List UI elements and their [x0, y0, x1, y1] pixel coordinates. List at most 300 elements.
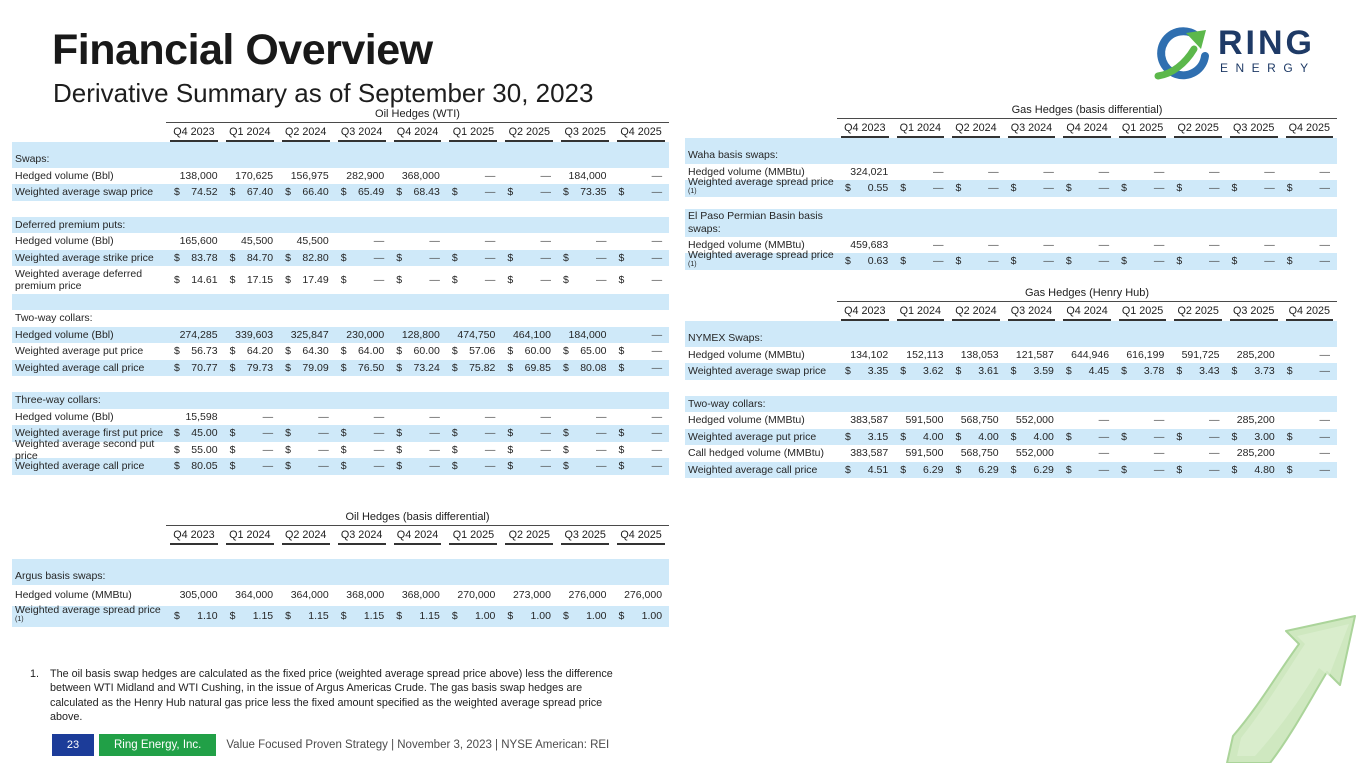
cell-value: — [1153, 238, 1165, 251]
value-cell [502, 329, 558, 341]
value-cell [1282, 255, 1337, 267]
dollar-sign: $ [229, 443, 236, 456]
dollar-sign: $ [618, 251, 625, 264]
column-header [222, 123, 278, 142]
dollar-sign: $ [229, 610, 236, 623]
value-cell [895, 166, 950, 178]
cell-value: — [1264, 182, 1275, 195]
value-cell [614, 460, 670, 472]
cell-value: — [932, 238, 944, 251]
value-cell [1282, 166, 1337, 178]
dollar-sign: $ [396, 427, 403, 440]
dollar-sign: $ [396, 610, 403, 623]
cell-value: — [484, 186, 496, 199]
dollar-sign: $ [451, 274, 458, 287]
row-label [685, 447, 840, 459]
dollar-sign: $ [507, 345, 514, 358]
dollar-sign: $ [562, 427, 569, 440]
cell-value: — [1153, 255, 1165, 268]
cell-value: 644,946 [1071, 348, 1110, 361]
dollar-sign: $ [955, 463, 962, 476]
table-title: Oil Hedges (WTI) [166, 108, 669, 123]
column-header-label: Q2 2024 [952, 305, 1000, 321]
value-cell [840, 182, 895, 194]
dollar-sign: $ [955, 365, 962, 378]
value-cell [1061, 365, 1116, 377]
value-cell [391, 427, 447, 439]
value-cell [558, 345, 614, 357]
cell-value: 1.00 [474, 610, 496, 623]
value-cell [950, 431, 1005, 443]
dollar-sign: $ [900, 430, 907, 443]
cell-value: — [1153, 165, 1165, 178]
value-cell [169, 252, 225, 264]
value-cell [1006, 349, 1061, 361]
value-cell [614, 362, 670, 374]
column-header-label: Q2 2024 [282, 126, 330, 142]
cell-value: 276,000 [624, 589, 663, 602]
row-label-text: Two-way collars: [688, 397, 766, 410]
row-label [12, 394, 169, 406]
cell-value: 3.00 [1254, 430, 1275, 443]
value-cell [1171, 255, 1226, 267]
value-cell [1116, 447, 1171, 459]
column-header [1170, 119, 1226, 138]
value-cell [895, 182, 950, 194]
value-cell [225, 186, 281, 198]
column-header [948, 302, 1004, 321]
value-cell [447, 170, 503, 182]
cell-value: — [651, 274, 663, 287]
cell-value: 17.15 [246, 274, 274, 287]
row-label [12, 329, 169, 341]
column-header-label: Q4 2024 [1063, 305, 1111, 321]
row-label-text: Weighted average deferred premium price [15, 267, 143, 293]
dollar-sign: $ [396, 251, 403, 264]
dollar-sign: $ [340, 274, 347, 287]
value-cell [1171, 414, 1226, 426]
dollar-sign: $ [507, 361, 514, 374]
column-header-label: Q2 2025 [505, 126, 553, 142]
dollar-sign: $ [285, 186, 291, 199]
cell-value: — [318, 427, 329, 440]
dollar-sign: $ [285, 427, 291, 440]
cell-value: 67.40 [246, 186, 274, 199]
cell-value: — [1319, 348, 1330, 361]
data-row [12, 343, 669, 360]
cell-value: — [429, 460, 440, 473]
column-header [893, 119, 949, 138]
cell-value: 57.06 [469, 345, 496, 358]
dollar-sign: $ [1010, 463, 1017, 476]
column-header-label: Q1 2025 [449, 529, 497, 545]
dollar-sign: $ [174, 345, 180, 358]
cell-value: — [651, 186, 663, 199]
data-row [12, 250, 669, 267]
value-cell [502, 345, 558, 357]
value-cell [1006, 182, 1061, 194]
value-cell [558, 460, 614, 472]
cell-value: — [540, 186, 551, 199]
section-row [685, 209, 1337, 237]
dollar-sign: $ [618, 427, 625, 440]
row-label [12, 153, 169, 165]
value-cell [614, 411, 670, 423]
cell-value: — [1043, 238, 1054, 251]
dollar-sign: $ [1121, 182, 1127, 195]
table-oil-wti [12, 108, 669, 475]
cell-value: — [1209, 255, 1220, 268]
cell-value: — [1319, 255, 1330, 268]
dollar-sign: $ [229, 251, 236, 264]
dollar-sign: $ [451, 427, 458, 440]
cell-value: 76.50 [357, 361, 385, 374]
value-cell [1282, 447, 1337, 459]
cell-value: — [651, 410, 663, 423]
cell-value: — [484, 251, 496, 264]
value-cell [1282, 365, 1337, 377]
cell-value: 45,500 [296, 235, 329, 248]
dollar-sign: $ [618, 274, 625, 287]
dollar-sign: $ [451, 361, 458, 374]
column-headers [837, 302, 1337, 321]
value-cell [1171, 431, 1226, 443]
value-cell [1282, 239, 1337, 251]
dollar-sign: $ [507, 274, 514, 287]
dollar-sign: $ [396, 443, 403, 456]
cell-value: — [429, 235, 440, 248]
row-label-text: Hedged volume (MMBtu) [688, 165, 805, 178]
cell-value: 3.15 [867, 430, 889, 443]
value-cell [558, 427, 614, 439]
value-cell [225, 411, 281, 423]
row-label [685, 349, 840, 361]
cell-value: 138,053 [960, 348, 999, 361]
cell-value: — [932, 182, 944, 195]
value-cell [1227, 166, 1282, 178]
value-cell [169, 329, 225, 341]
value-cell [502, 411, 558, 423]
section-row [12, 151, 669, 168]
row-label [685, 249, 840, 274]
dollar-sign: $ [285, 345, 291, 358]
dollar-sign: $ [507, 443, 514, 456]
cell-value: 68.43 [413, 186, 440, 199]
value-cell [1006, 431, 1061, 443]
cell-value: — [540, 169, 551, 182]
value-cell [1061, 464, 1116, 476]
row-label-text: Weighted average second put price [15, 437, 155, 462]
dollar-sign: $ [1010, 182, 1017, 195]
column-header [893, 302, 949, 321]
value-cell [336, 235, 392, 247]
value-cell [280, 589, 336, 601]
cell-value: — [540, 460, 551, 473]
value-cell [336, 345, 392, 357]
cell-value: — [651, 427, 663, 440]
cell-value: — [651, 345, 663, 358]
dollar-sign: $ [900, 463, 907, 476]
section-row [12, 217, 669, 234]
spacer-row [12, 201, 669, 217]
value-cell [1227, 447, 1282, 459]
dollar-sign: $ [451, 460, 458, 473]
row-label [685, 210, 840, 234]
row-label-text: Weighted average call price [15, 361, 145, 374]
footnote [30, 667, 630, 724]
dollar-sign: $ [396, 460, 403, 473]
value-cell [391, 170, 447, 182]
page-subtitle: Derivative Summary as of September 30, 2023 [53, 78, 594, 108]
cell-value: — [262, 443, 274, 456]
value-cell [447, 186, 503, 198]
cell-value: 339,603 [235, 328, 274, 341]
value-cell [950, 447, 1005, 459]
ring-logo-swoosh-icon [1152, 26, 1214, 89]
value-cell [1171, 239, 1226, 251]
logo-sub-name: ENERGY [1220, 61, 1316, 75]
value-cell [1116, 182, 1171, 194]
dollar-sign: $ [1065, 365, 1072, 378]
table-gas-henry-hub [685, 287, 1337, 478]
cell-value: — [318, 443, 329, 456]
column-header [948, 119, 1004, 138]
cell-value: 464,100 [512, 328, 551, 341]
cell-value: 82.80 [302, 251, 329, 264]
dollar-sign: $ [562, 610, 569, 623]
value-cell [280, 170, 336, 182]
cell-value: 0.63 [867, 255, 889, 268]
column-header [166, 526, 222, 545]
value-cell [1227, 239, 1282, 251]
cell-value: 152,113 [906, 348, 944, 361]
column-header-label: Q3 2024 [1008, 305, 1056, 321]
cell-value: — [596, 251, 607, 264]
value-cell [1171, 447, 1226, 459]
value-cell [336, 610, 392, 622]
cell-value: 66.40 [302, 186, 329, 199]
dollar-sign: $ [340, 345, 347, 358]
column-header [557, 526, 613, 545]
cell-value: — [596, 274, 607, 287]
cell-value: 274,285 [179, 328, 218, 341]
spacer-row [12, 559, 669, 568]
value-cell [950, 166, 1005, 178]
cell-value: 4.00 [978, 430, 999, 443]
cell-value: 165,600 [179, 235, 218, 248]
column-header [334, 526, 390, 545]
value-cell [558, 186, 614, 198]
data-row [685, 462, 1337, 479]
value-cell [280, 610, 336, 622]
cell-value: 325,847 [290, 328, 329, 341]
cell-value: 3.35 [867, 365, 889, 378]
page-title: Financial Overview [52, 26, 433, 74]
cell-value: 138,000 [179, 169, 218, 182]
cell-value: — [429, 251, 440, 264]
cell-value: 170,625 [235, 169, 274, 182]
cell-value: — [596, 427, 607, 440]
data-row [685, 347, 1337, 364]
row-label-text: Hedged volume (MMBtu) [688, 348, 805, 361]
cell-value: — [1319, 238, 1330, 251]
footnote-ref: (1) [688, 188, 697, 196]
value-cell [225, 444, 281, 456]
cell-value: 74.52 [191, 186, 218, 199]
column-header-label: Q1 2024 [226, 126, 274, 142]
value-cell [1116, 365, 1171, 377]
cell-value: 79.09 [302, 361, 329, 374]
cell-value: 3.59 [1033, 365, 1054, 378]
dollar-sign: $ [1231, 365, 1238, 378]
dollar-sign: $ [396, 345, 403, 358]
value-cell [1006, 166, 1061, 178]
cell-value: 1.15 [308, 610, 329, 623]
column-header-label: Q4 2025 [1286, 305, 1334, 321]
column-header-label: Q2 2024 [282, 529, 330, 545]
dollar-sign: $ [955, 182, 962, 195]
cell-value: 368,000 [401, 589, 440, 602]
cell-value: — [429, 410, 440, 423]
cell-value: — [988, 238, 999, 251]
value-cell [391, 460, 447, 472]
row-label [12, 345, 169, 357]
dollar-sign: $ [618, 361, 625, 374]
cell-value: 591,725 [1181, 348, 1220, 361]
value-cell [950, 349, 1005, 361]
cell-value: — [1043, 182, 1054, 195]
column-header-label: Q3 2024 [338, 529, 386, 545]
value-cell [447, 460, 503, 472]
column-header-label: Q3 2024 [338, 126, 386, 142]
cell-value: 184,000 [568, 169, 607, 182]
spacer-row [685, 380, 1337, 396]
dollar-sign: $ [451, 345, 458, 358]
value-cell [558, 252, 614, 264]
cell-value: — [1319, 447, 1330, 460]
cell-value: 65.49 [357, 186, 385, 199]
cell-value: — [373, 460, 385, 473]
dollar-sign: $ [229, 345, 236, 358]
value-cell [1116, 255, 1171, 267]
cell-value: 45,500 [241, 235, 274, 248]
dollar-sign: $ [562, 361, 569, 374]
value-cell [280, 329, 336, 341]
cell-value: 134,102 [850, 348, 889, 361]
value-cell [950, 365, 1005, 377]
cell-value: — [1153, 430, 1165, 443]
dollar-sign: $ [340, 610, 347, 623]
value-cell [502, 444, 558, 456]
value-cell [614, 427, 670, 439]
cell-value: — [932, 165, 944, 178]
row-label [12, 604, 169, 629]
section-row [685, 396, 1337, 413]
cell-value: 4.45 [1088, 365, 1110, 378]
cell-value: — [988, 255, 999, 268]
cell-value: 73.24 [413, 361, 440, 374]
cell-value: 0.55 [867, 182, 889, 195]
row-label-text: Hedged volume (Bbl) [15, 169, 114, 182]
value-cell [336, 362, 392, 374]
cell-value: 1.10 [197, 610, 218, 623]
value-cell [502, 235, 558, 247]
data-row [12, 233, 669, 250]
dollar-sign: $ [1286, 463, 1293, 476]
cell-value: 56.73 [191, 345, 218, 358]
value-cell [280, 362, 336, 374]
column-header [837, 302, 893, 321]
row-label-text: Hedged volume (Bbl) [15, 235, 114, 248]
column-header [501, 123, 557, 142]
dollar-sign: $ [229, 361, 236, 374]
cell-value: — [596, 235, 607, 248]
column-header-label: Q1 2025 [1119, 305, 1167, 321]
footer-bar [52, 734, 609, 756]
cell-value: 79.73 [246, 361, 274, 374]
value-cell [169, 411, 225, 423]
cell-value: — [484, 235, 496, 248]
cell-value: 591,500 [905, 447, 944, 460]
footnote-ref: (1) [15, 615, 24, 623]
dollar-sign: $ [1176, 430, 1183, 443]
value-cell [1006, 255, 1061, 267]
dollar-sign: $ [618, 610, 625, 623]
value-cell [1006, 365, 1061, 377]
column-header-label: Q1 2025 [1119, 122, 1167, 138]
cell-value: 45.00 [191, 427, 218, 440]
dollar-sign: $ [618, 443, 625, 456]
value-cell [558, 170, 614, 182]
dollar-sign: $ [1286, 255, 1293, 268]
row-label [685, 176, 840, 201]
dollar-sign: $ [1121, 255, 1127, 268]
column-header-label: Q2 2025 [1174, 122, 1222, 138]
row-label-text: Weighted average call price [15, 460, 145, 473]
value-cell [895, 239, 950, 251]
cell-value: 1.15 [252, 610, 274, 623]
value-cell [447, 444, 503, 456]
dollar-sign: $ [174, 186, 180, 199]
data-row [685, 445, 1337, 462]
value-cell [169, 427, 225, 439]
cell-value: — [932, 255, 944, 268]
value-cell [225, 235, 281, 247]
value-cell [1227, 431, 1282, 443]
dollar-sign: $ [562, 186, 569, 199]
value-cell [391, 186, 447, 198]
table-header [166, 511, 669, 545]
cell-value: 70.77 [191, 361, 218, 374]
data-row [685, 429, 1337, 446]
cell-value: — [1098, 414, 1110, 427]
footnote-ref: (1) [688, 261, 697, 269]
value-cell [840, 255, 895, 267]
value-cell [225, 610, 281, 622]
value-cell [1061, 349, 1116, 361]
cell-value: 80.08 [580, 361, 607, 374]
row-label [12, 219, 169, 231]
cell-value: — [1319, 463, 1330, 476]
cell-value: 69.85 [524, 361, 551, 374]
cell-value: 80.05 [191, 460, 218, 473]
value-cell [895, 365, 950, 377]
column-header [1115, 302, 1171, 321]
data-row [12, 266, 669, 294]
value-cell [336, 170, 392, 182]
value-cell [614, 444, 670, 456]
row-label-text: Waha basis swaps: [688, 149, 779, 162]
